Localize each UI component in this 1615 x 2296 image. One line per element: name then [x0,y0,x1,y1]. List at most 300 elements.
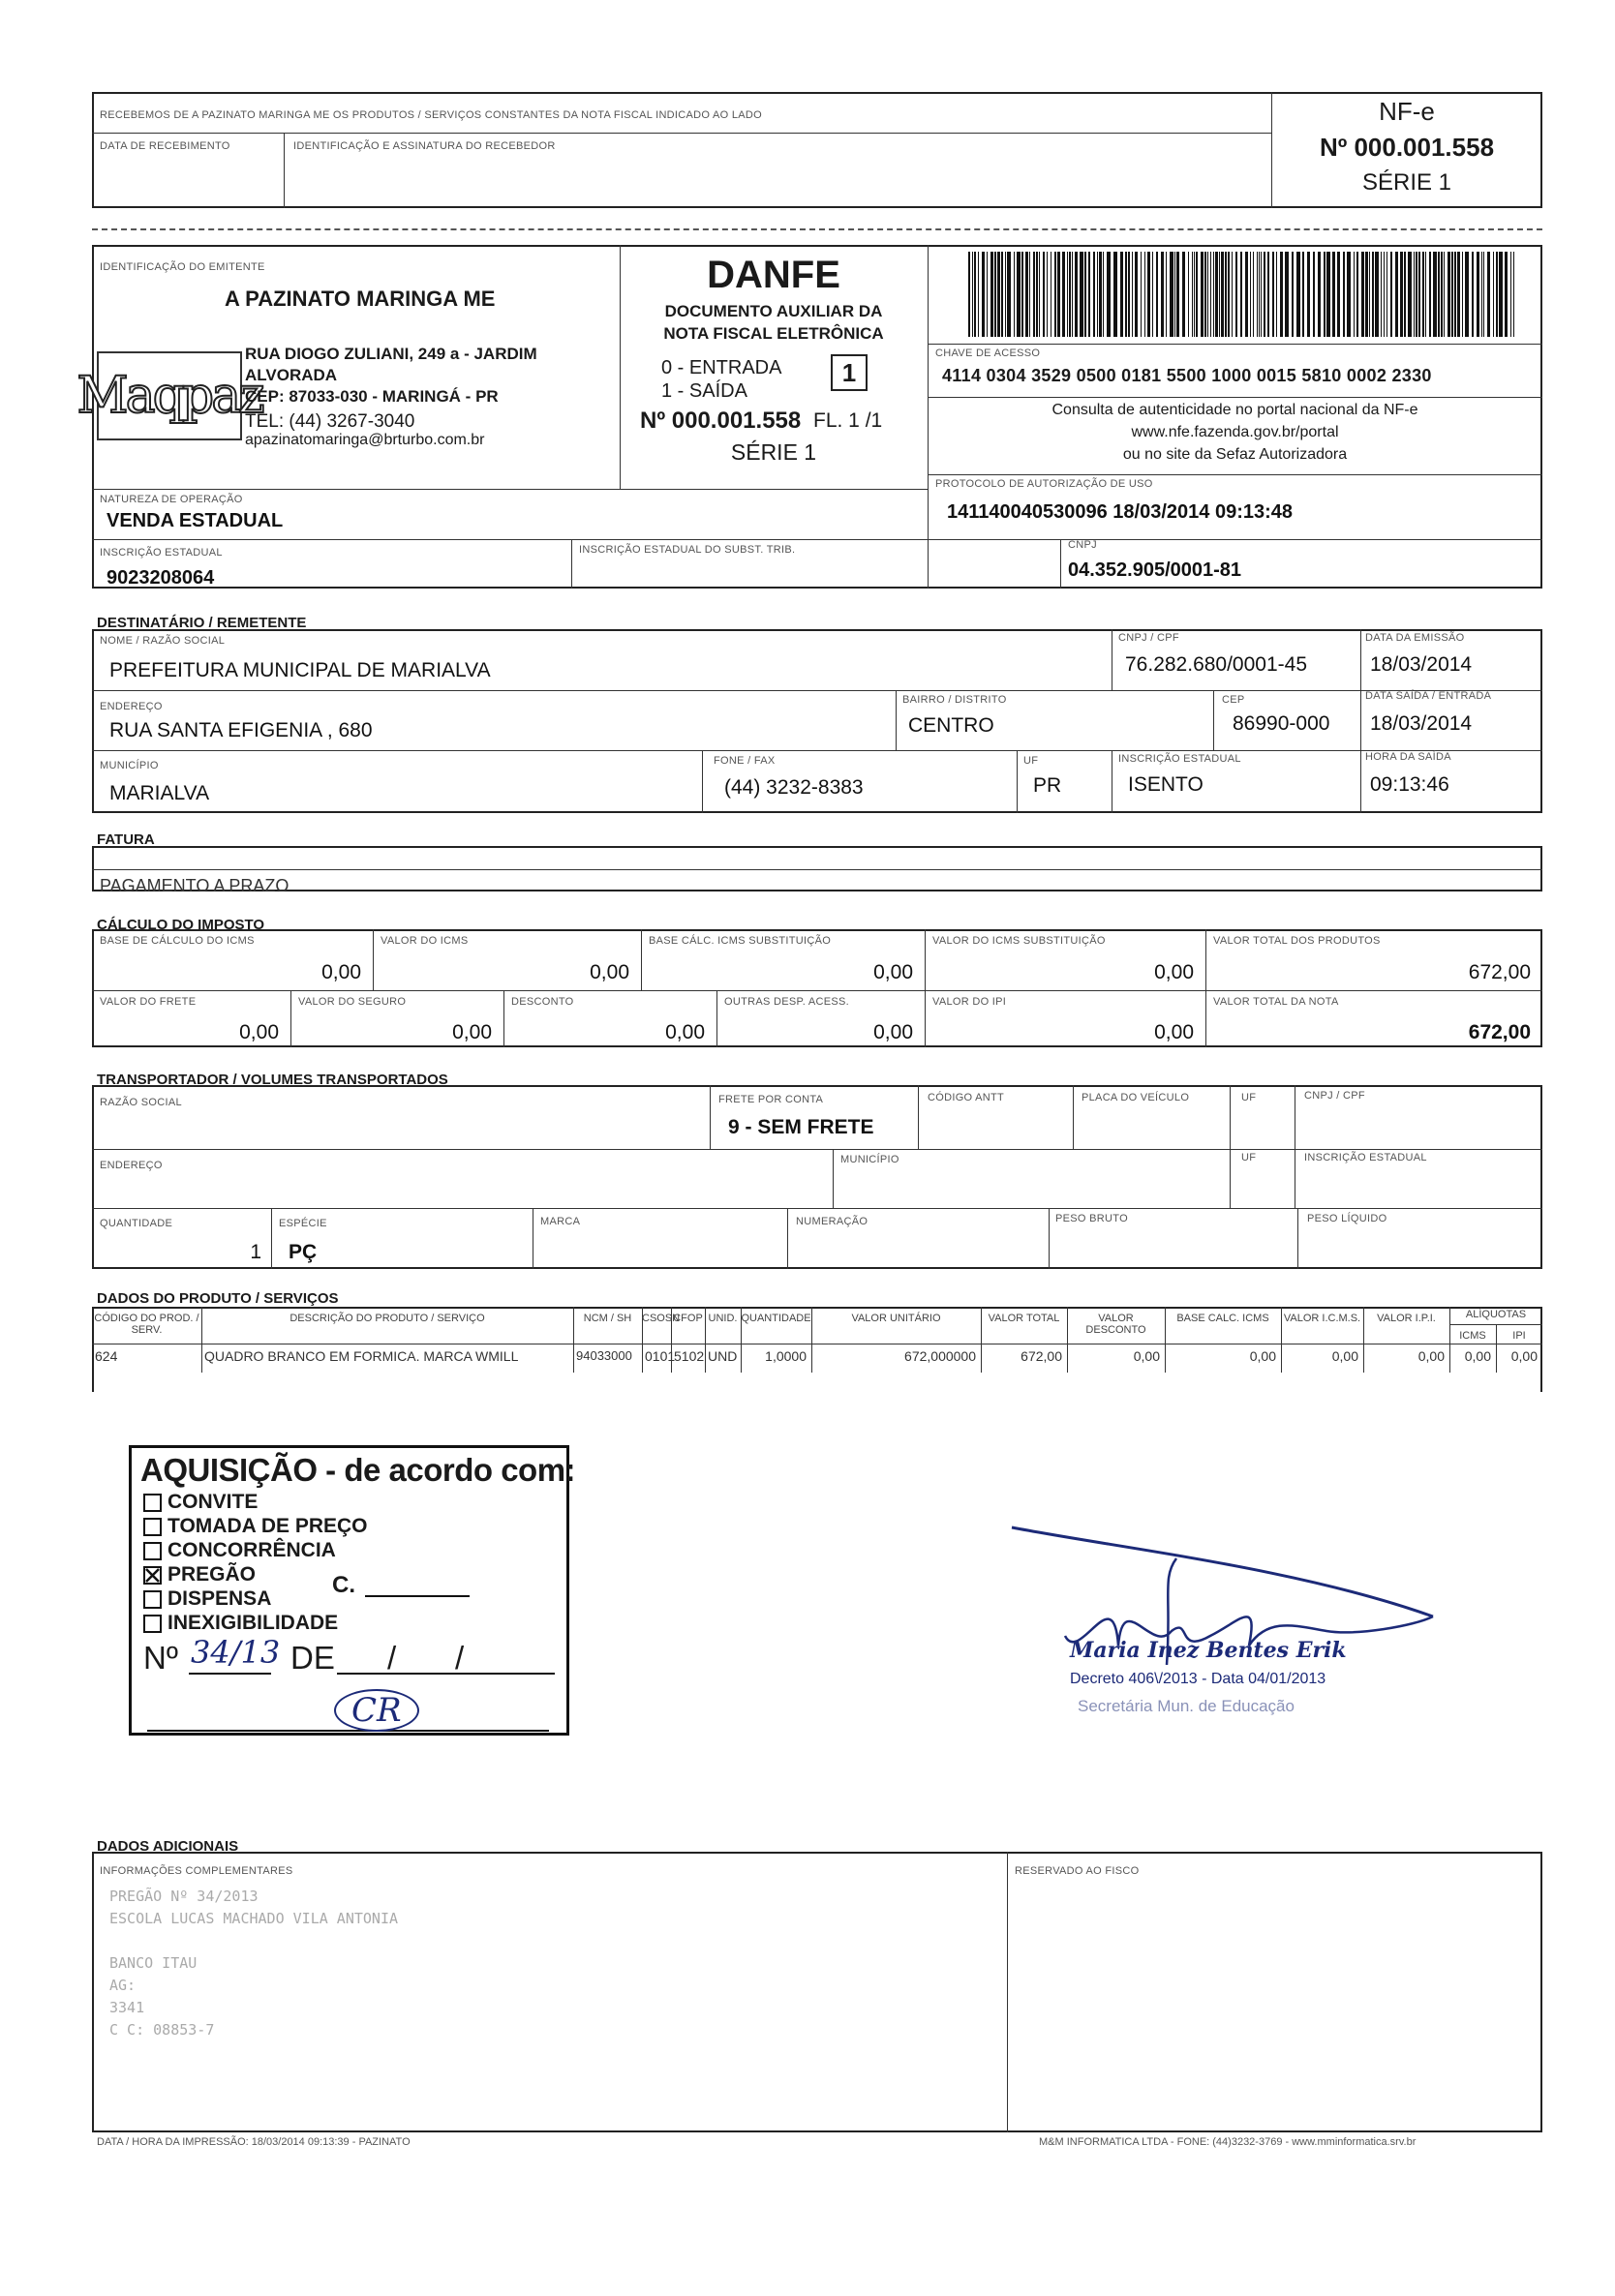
ie-label: INSCRIÇÃO ESTADUAL [100,547,223,559]
barcode-bar [1182,252,1185,337]
stamp-checkbox[interactable] [143,1566,162,1585]
stamp-option [143,1563,256,1586]
barcode-bar [1125,252,1127,337]
receipt-nfe-label: NF-e [1379,97,1435,126]
footer-right: M&M INFORMATICA LTDA - FONE: (44)3232-3769 - www.mminformatica.srv.br [1039,2136,1417,2148]
barcode-bar [1069,252,1071,337]
access-key: 4114 0304 3529 0500 0181 5500 1000 0015 5810 0002 2330 [942,366,1432,385]
barcode-bar [1103,252,1104,337]
tax-value: 0,00 [873,1021,913,1043]
recipient-hora: 09:13:46 [1370,773,1449,796]
barcode-bar [1513,252,1514,337]
stamp-option [143,1539,336,1562]
recipient-ie-label: INSCRIÇÃO ESTADUAL [1118,753,1241,765]
stamp-no-line [189,1673,271,1675]
barcode-bar [1280,252,1283,337]
barcode-bar [972,252,973,337]
barcode-bar [1381,252,1382,337]
product-header-codigo: CÓDIGO DO PROD. / SERV. [94,1313,199,1336]
danfe-serie: SÉRIE 1 [730,439,817,465]
barcode-bar [1107,252,1111,337]
product-cell-unid: UND [708,1348,738,1364]
barcode-bar [1245,252,1248,337]
recipient-cnpj-label: CNPJ / CPF [1118,632,1179,644]
tax-label: VALOR DO SEGURO [298,996,407,1008]
barcode-bar [1326,252,1330,337]
stamp-option [143,1515,368,1538]
barcode-bar [1264,252,1265,337]
recipient-bairro-label: BAIRRO / DISTRITO [902,694,1007,706]
barcode-bar [1029,252,1030,337]
stamp-no-label: Nº [143,1640,178,1676]
barcode-bar [1228,252,1230,337]
protocolo-value: 141140040530096 18/03/2014 09:13:48 [947,501,1294,523]
emitter-section-label: IDENTIFICAÇÃO DO EMITENTE [100,261,265,273]
product-cell-qtd: 1,0000 [765,1348,807,1364]
fatura-section: FATURA [97,831,155,848]
product-header-ncm: NCM / SH [583,1313,632,1324]
tax-label: VALOR DO ICMS SUBSTITUIÇÃO [932,935,1106,947]
transport-endereco-label: ENDEREÇO [100,1160,163,1171]
barcode-bar [1043,252,1045,337]
product-header-csosn: CSOSN [642,1313,681,1324]
tax-value: 0,00 [1154,961,1194,983]
barcode-bar [1510,252,1511,337]
transport-uf-label: UF [1241,1092,1257,1103]
additional-block [92,1852,1542,2132]
barcode-bar [1425,252,1426,337]
barcode-bar [994,252,996,337]
tax-value: 0,00 [452,1021,492,1043]
barcode-bar [1192,252,1193,337]
additional-info-line: AG: [109,1977,137,1994]
additional-info-line: PREGÃO Nº 34/2013 [109,1888,259,1905]
barcode-bar [1176,252,1179,337]
barcode-bar [1147,252,1150,337]
recipient-municipio-label: MUNICÍPIO [100,760,159,771]
stamp-option [143,1612,338,1635]
barcode-bar [1144,252,1145,337]
receipt-id-label: IDENTIFICAÇÃO E ASSINATURA DO RECEBEDOR [293,140,556,152]
barcode-bar [1285,252,1289,337]
stamp-no-value: 34/13 [191,1634,281,1671]
natureza-value: VENDA ESTADUAL [107,510,284,531]
receipt-text: RECEBEMOS DE A PAZINATO MARINGA ME OS PRODUTOS / SERVIÇOS CONSTANTES DA NOTA FISCAL INDICADO AO LADO [100,109,763,121]
receipt-number: Nº 000.001.558 [1319,133,1495,162]
barcode-bar [1343,252,1345,337]
transport-uf2-label: UF [1241,1152,1257,1163]
barcode-bar [1386,252,1387,337]
barcode-bar [1213,252,1214,337]
barcode-bar [1318,252,1321,337]
transport-antt-label: CÓDIGO ANTT [928,1092,1005,1103]
barcode-bar [990,252,993,337]
product-header-descricao: DESCRIÇÃO DO PRODUTO / SERVIÇO [289,1313,485,1324]
recipient-bairro: CENTRO [908,714,994,737]
barcode-bar [1472,252,1474,337]
tax-value: 0,00 [321,961,361,983]
stamp-de-label: DE [290,1640,335,1676]
barcode-bar [1210,252,1211,337]
recipient-uf: PR [1033,774,1062,797]
cnpj-value: 04.352.905/0001-81 [1068,559,1242,581]
danfe-subtitle2: NOTA FISCAL ELETRÔNICA [663,324,884,343]
barcode-bar [1361,252,1364,337]
barcode-bar [1166,252,1167,337]
barcode-bar [1232,252,1233,337]
barcode-bar [1465,252,1469,337]
danfe-saida: 1 - SAÍDA [661,380,747,402]
stamp-option-label: TOMADA DE PREÇO [168,1515,368,1537]
product-header-qtd: QUANTIDADE [741,1313,811,1324]
barcode-bar [1017,252,1021,337]
barcode-bar [982,252,985,337]
tax-value: 0,00 [590,961,629,983]
danfe-folha: FL. 1 /1 [813,409,883,432]
barcode-bar [1276,252,1277,337]
product-header-unid: UNID. [708,1313,738,1324]
barcode-bar [1499,252,1503,337]
tax-label: VALOR TOTAL DA NOTA [1213,996,1339,1008]
barcode-bar [1454,252,1456,337]
transport-especie: PÇ [289,1241,318,1263]
recipient-name-label: NOME / RAZÃO SOCIAL [100,635,226,647]
product-cell-vunit: 672,000000 [904,1348,976,1364]
barcode-bar [1007,252,1011,337]
barcode-bar [1141,252,1142,337]
stamp-checkbox[interactable] [143,1615,162,1633]
transport-municipio-label: MUNICÍPIO [840,1154,899,1165]
stamp-title: AQUISIÇÃO - de acordo com: [140,1452,576,1488]
barcode-bar [1156,252,1158,337]
product-cell-cfop: 5102 [674,1348,705,1364]
barcode-bar [1487,252,1490,337]
product-cell-csosn: 0101 [645,1348,676,1364]
tax-label: OUTRAS DESP. ACESS. [724,996,849,1008]
products-section: DADOS DO PRODUTO / SERVIÇOS [97,1290,339,1307]
barcode-bar [1225,252,1227,337]
barcode-bar [1152,252,1153,337]
tax-value: 0,00 [873,961,913,983]
consulta-line3: ou no site da Sefaz Autorizadora [1122,446,1348,463]
additional-reservado-label: RESERVADO AO FISCO [1015,1865,1140,1877]
barcode-bar [1481,252,1482,337]
protocolo-label: PROTOCOLO DE AUTORIZAÇÃO DE USO [935,478,1153,490]
barcode-bar [1253,252,1254,337]
transport-qtd-label: QUANTIDADE [100,1218,173,1229]
stamp-checkbox[interactable] [143,1542,162,1560]
access-key-label: CHAVE DE ACESSO [935,347,1041,359]
barcode-bar [1240,252,1242,337]
tax-label: VALOR DO ICMS [381,935,469,947]
signature-cargo: Secretária Mun. de Educação [1078,1697,1295,1715]
barcode-bar [1313,252,1315,337]
tax-label: BASE DE CÁLCULO DO ICMS [100,935,255,947]
recipient-address: RUA SANTA EFIGENIA , 680 [109,719,373,741]
barcode-bar [1354,252,1355,337]
barcode-bar [1188,252,1189,337]
barcode-bar [1307,252,1310,337]
transport-bruto-label: PESO BRUTO [1055,1213,1128,1224]
barcode-bar [1257,252,1258,337]
additional-info-label: INFORMAÇÕES COMPLEMENTARES [100,1865,293,1877]
product-row-bottom [92,1373,1542,1374]
barcode-bar [1408,252,1412,337]
product-cell-descricao: QUADRO BRANCO EM FORMICA. MARCA WMILL [204,1348,519,1364]
emitter-tel: TEL: (44) 3267-3040 [245,411,415,432]
barcode-bar [1014,252,1015,337]
recipient-cnpj: 76.282.680/0001-45 [1125,653,1308,676]
barcode-bar [1477,252,1479,337]
barcode-bar [1302,252,1304,337]
barcode-bar [1496,252,1498,337]
stamp-checkbox[interactable] [143,1518,162,1536]
additional-info-line: ESCOLA LUCAS MACHADO VILA ANTONIA [109,1910,399,1927]
product-cell-codigo: 624 [95,1348,118,1364]
barcode-bar [1441,252,1443,337]
barcode-bar [1057,252,1060,337]
stamp-option-label: INEXIGIBILIDADE [168,1612,339,1634]
transport-placa-label: PLACA DO VEÍCULO [1082,1092,1190,1103]
product-cell-vdesc: 0,00 [1133,1348,1160,1364]
barcode-bar [1039,252,1040,337]
transport-cnpj-label: CNPJ / CPF [1304,1090,1365,1102]
stamp-date-slash1: / [387,1640,397,1676]
fatura-text: PAGAMENTO A PRAZO [100,876,289,895]
barcode-bar [1400,252,1403,337]
recipient-section: DESTINATÁRIO / REMETENTE [97,615,307,631]
barcode-bar [1235,252,1237,337]
barcode-bar [1033,252,1035,337]
product-header-vtotal: VALOR TOTAL [988,1313,1060,1324]
barcode-bar [1005,252,1006,337]
tax-label: VALOR DO FRETE [100,996,197,1008]
signature-name: Maria Inez Bentes Erik [1070,1638,1347,1663]
recipient-fone: (44) 3232-8383 [724,776,864,799]
recipient-saida-label: DATA SAÍDA / ENTRADA [1365,690,1492,702]
emitter-address1: RUA DIOGO ZULIANI, 249 a - JARDIM [245,345,537,363]
stamp-initials: CR [334,1689,419,1732]
barcode-bar [1493,252,1494,337]
danfe-tipo-box: 1 [831,354,868,391]
emitter-name: A PAZINATO MARINGA ME [225,287,496,311]
stamp-option [143,1491,258,1514]
barcode-bar [1267,252,1269,337]
barcode-bar [1084,252,1086,337]
barcode-bar [1001,252,1003,337]
product-cell-ncm: 94033000 [576,1348,632,1363]
barcode-bar [1384,252,1385,337]
transport-ie-label: INSCRIÇÃO ESTADUAL [1304,1152,1427,1163]
product-header-vdesc: VALOR DESCONTO [1085,1313,1146,1336]
emitter-cep: CEP: 87033-030 - MARINGÁ - PR [245,387,499,406]
emitter-logo-text: Maqpaz [76,367,262,425]
barcode-bar [1021,252,1023,337]
stamp-checkbox[interactable] [143,1494,162,1512]
barcode-bar [1404,252,1406,337]
barcode-bar [1418,252,1420,337]
barcode-bar [1113,252,1117,337]
ie-st-label: INSCRIÇÃO ESTADUAL DO SUBST. TRIB. [579,544,796,556]
stamp-date-slash2: / [455,1640,465,1676]
product-header-aicms: ICMS [1459,1330,1486,1342]
barcode-bar [1196,252,1198,337]
tax-label: DESCONTO [511,996,574,1008]
recipient-emissao: 18/03/2014 [1370,653,1473,676]
recipient-fone-label: FONE / FAX [714,755,776,767]
danfe-entrada: 0 - ENTRADA [661,357,782,378]
receipt-serie: SÉRIE 1 [1361,169,1452,196]
product-header-vunit: VALOR UNITÁRIO [851,1313,941,1324]
barcode-bar [1099,252,1102,337]
natureza-label: NATUREZA DE OPERAÇÃO [100,494,243,505]
barcode-bar [978,252,979,337]
barcode-bar [1337,252,1340,337]
product-header-vicms: VALOR I.C.M.S. [1283,1313,1361,1324]
additional-section: DADOS ADICIONAIS [97,1838,239,1855]
barcode-bar [1062,252,1065,337]
ie-value: 9023208064 [107,567,215,589]
barcode-bar [1047,252,1048,337]
barcode-bar [1120,252,1123,337]
additional-info-line: C C: 08853-7 [109,2021,215,2039]
barcode-bar [1219,252,1220,337]
transport-razao-label: RAZÃO SOCIAL [100,1097,182,1108]
recipient-hora-label: HORA DA SAÍDA [1365,751,1451,763]
barcode-bar [1075,252,1078,337]
stamp-option-label: DISPENSA [168,1587,272,1610]
stamp-dispensa-suffix: C. [332,1572,355,1598]
product-header-aliq: ALÍQUOTAS [1465,1309,1527,1320]
transport-numeracao-label: NUMERAÇÃO [796,1216,868,1227]
barcode-bar [1372,252,1374,337]
barcode-bar [1250,252,1251,337]
barcode-bar [1067,252,1068,337]
barcode-bar [1207,252,1208,337]
barcode-bar [1036,252,1038,337]
barcode-bar [1204,252,1206,337]
barcode-bar [1296,252,1300,337]
barcode-bar [1462,252,1463,337]
additional-info-line: 3341 [109,1999,145,2016]
cnpj-label: CNPJ [1068,539,1097,551]
product-cell-vipi: 0,00 [1417,1348,1445,1364]
danfe-title: DANFE [707,254,840,296]
recipient-saida: 18/03/2014 [1370,712,1473,735]
consulta-line1: Consulta de autenticidade no portal nacional da NF-e [1051,402,1418,418]
emitter-address2: ALVORADA [245,366,338,384]
consulta-line2: www.nfe.fazenda.gov.br/portal [1131,424,1339,440]
barcode-bar [997,252,1000,337]
barcode-bar [1429,252,1431,337]
barcode-bar [1375,252,1379,337]
tax-value: 0,00 [1154,1021,1194,1043]
tax-value: 672,00 [1468,1021,1531,1043]
barcode-bar [1170,252,1173,337]
danfe-subtitle1: DOCUMENTO AUXILIAR DA [664,302,883,320]
barcode-bar [1072,252,1073,337]
barcode-bar [1390,252,1392,337]
x-mark-icon [145,1568,160,1583]
tax-label: VALOR DO IPI [932,996,1007,1008]
barcode-bar [987,252,988,337]
barcode-bar [1093,252,1095,337]
cut-line [92,228,1542,230]
stamp-option-label: PREGÃO [168,1563,257,1586]
transport-section: TRANSPORTADOR / VOLUMES TRANSPORTADOS [97,1072,448,1088]
barcode-bar [1447,252,1450,337]
product-header-bcicms: BASE CALC. ICMS [1176,1313,1269,1324]
barcode-bar [1422,252,1424,337]
barcode [968,252,1520,337]
barcode-bar [1457,252,1460,337]
recipient-ie: ISENTO [1128,773,1204,796]
barcode-bar [1324,252,1326,337]
tax-value: 672,00 [1468,961,1531,983]
tax-label: BASE CÁLC. ICMS SUBSTITUIÇÃO [649,935,832,947]
barcode-bar [1416,252,1417,337]
receipt-date-label: DATA DE RECEBIMENTO [100,140,230,152]
barcode-bar [1433,252,1437,337]
barcode-bar [1272,252,1274,337]
barcode-bar [1025,252,1028,337]
barcode-bar [1365,252,1368,337]
transport-frete: 9 - SEM FRETE [728,1116,874,1138]
stamp-option-label: CONVITE [168,1491,259,1513]
barcode-bar [1444,252,1445,337]
tax-section: CÁLCULO DO IMPOSTO [97,917,265,933]
danfe-number: Nº 000.001.558 [640,408,802,434]
product-cell-vtotal: 672,00 [1021,1348,1062,1364]
stamp-option-label: CONCORRÊNCIA [168,1539,336,1561]
transport-liquido-label: PESO LÍQUIDO [1307,1213,1387,1224]
barcode-bar [1347,252,1351,337]
tax-value: 0,00 [239,1021,279,1043]
barcode-bar [1332,252,1335,337]
product-header-cfop: CFOP [673,1313,703,1324]
transport-frete-label: FRETE POR CONTA [718,1094,824,1105]
barcode-bar [1356,252,1358,337]
emitter-email: apazinatomaringa@brturbo.com.br [245,432,485,448]
stamp-date-line [337,1673,555,1675]
barcode-bar [1261,252,1262,337]
barcode-bar [1438,252,1440,337]
barcode-bar [1088,252,1090,337]
product-cell-vicms: 0,00 [1331,1348,1358,1364]
transport-especie-label: ESPÉCIE [279,1218,327,1229]
recipient-uf-label: UF [1023,755,1039,767]
barcode-bar [1292,252,1294,337]
tax-value: 0,00 [665,1021,705,1043]
barcode-bar [1054,252,1056,337]
barcode-bar [974,252,976,337]
additional-info-line: BANCO ITAU [109,1954,198,1972]
product-cell-aicms: 0,00 [1464,1348,1491,1364]
barcode-bar [1215,252,1218,337]
recipient-address-label: ENDEREÇO [100,701,163,712]
recipient-name: PREFEITURA MUNICIPAL DE MARIALVA [109,659,491,681]
barcode-bar [1259,252,1260,337]
barcode-bar [1483,252,1484,337]
barcode-bar [1128,252,1130,337]
barcode-bar [1369,252,1370,337]
stamp-option [143,1587,271,1611]
barcode-bar [1505,252,1508,337]
signature-decreto: Decreto 406\/2013 - Data 04/01/2013 [1070,1671,1326,1687]
stamp-checkbox[interactable] [143,1590,162,1609]
barcode-bar [1097,252,1098,337]
barcode-bar [1135,252,1138,337]
